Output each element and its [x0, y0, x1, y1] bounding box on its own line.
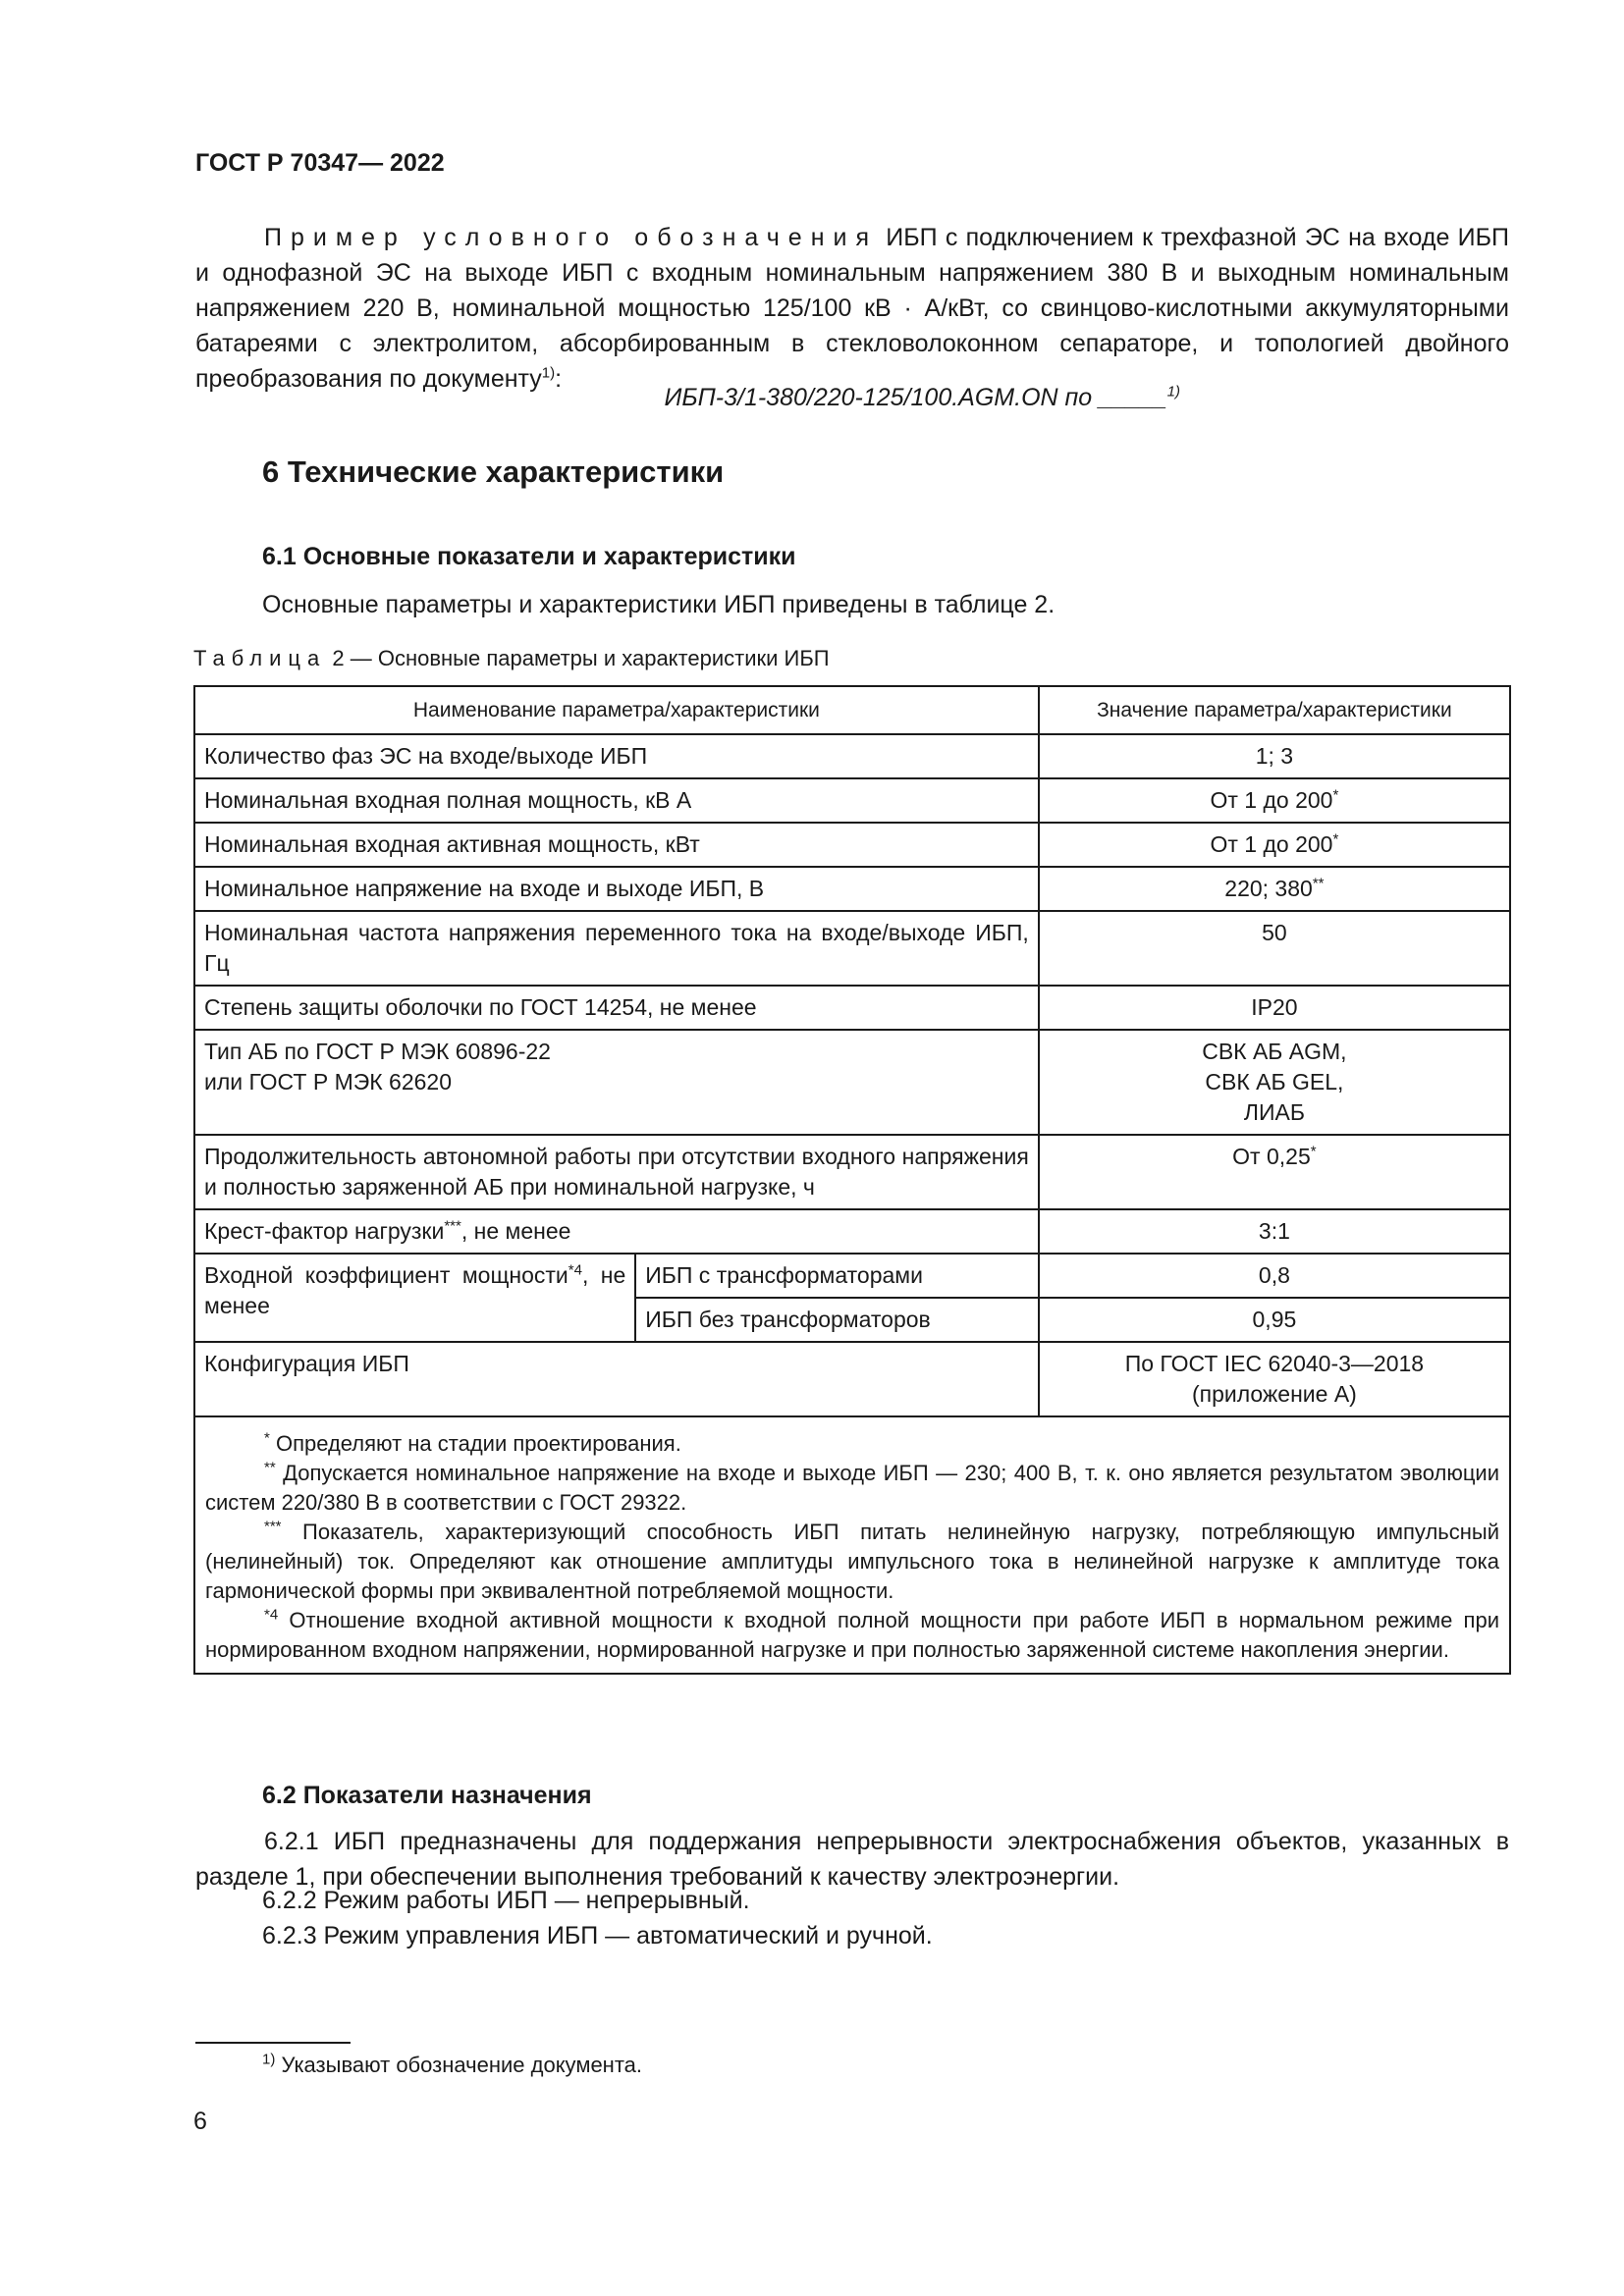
value-line: ЛИАБ — [1243, 1099, 1305, 1125]
footnote-separator — [195, 2042, 351, 2044]
table-caption-rest: 2 — Основные параметры и характеристики ИБП — [326, 646, 830, 670]
value-mark: * — [1332, 830, 1339, 848]
clause-6-2-2: 6.2.2 Режим работы ИБП — непрерывный. — [262, 1887, 750, 1914]
value-cell — [1039, 1030, 1510, 1135]
value-cell: IP20 — [1039, 986, 1510, 1030]
note-mark: *4 — [264, 1606, 279, 1624]
note — [205, 1429, 1499, 1459]
value-line: По ГОСТ IEC 62040-3—2018 — [1124, 1351, 1425, 1376]
value-cell: 0,95 — [1039, 1298, 1510, 1342]
value-cell — [1039, 867, 1510, 911]
table-caption — [193, 646, 830, 671]
table-notes — [194, 1416, 1510, 1674]
table-row — [194, 986, 1510, 1030]
param-cell: Продолжительность автономной работы при отсутствии входного напряжения и полностью заряженной АБ при номинальной нагрузке, ч — [194, 1135, 1039, 1209]
footnote — [262, 2053, 642, 2078]
param-cell: Конфигурация ИБП — [194, 1342, 1039, 1416]
value-cell: 0,8 — [1039, 1254, 1510, 1298]
note-mark: ** — [264, 1459, 276, 1476]
section-6-1-heading: 6.1 Основные показатели и характеристики — [262, 543, 796, 570]
section-6-heading: 6 Технические характеристики — [262, 454, 725, 489]
param-cell — [194, 1209, 1039, 1254]
parameters-table — [193, 685, 1511, 1675]
table-row — [194, 1254, 1510, 1298]
value-line: СВК АБ GEL, — [1205, 1069, 1344, 1095]
table-row — [194, 1209, 1510, 1254]
param-cell — [194, 1254, 635, 1342]
sub-param-cell: ИБП без трансформаторов — [635, 1298, 1039, 1342]
param-text: Входной коэффициент мощности — [204, 1262, 568, 1288]
value-text: От 1 до 200 — [1210, 787, 1333, 813]
param-tail: , не менее — [460, 1218, 571, 1244]
footnote-text: Указывают обозначение документа. — [275, 2053, 642, 2077]
value-text: 220; 380 — [1224, 876, 1313, 901]
formula-text: ИБП-3/1-380/220-125/100.AGM.ON по _____ — [664, 384, 1167, 411]
value-mark: * — [1310, 1143, 1317, 1160]
note-text: Допускается номинальное напряжение на входе и выходе ИБП — 230; 400 В, т. к. оно является результатом эволюции систем 220/380 В в соответствии с ГОСТ 29322. — [205, 1461, 1499, 1515]
footnote-mark: 1) — [262, 2051, 276, 2068]
example-text: ИБП с подключением к трехфазной ЭС на входе ИБП и однофазной ЭС на выходе ИБП с входным номинальным напряжением 380 В и выходным номинальным напряжением 220 В, номинальной мощностью 125/100 кВ · А/кВт, со свинцово-кислотными аккумуляторными батареями с электролитом, абсорбированным в стекловолоконном сепараторе, и топологией двойного преобразования по документу — [195, 224, 1509, 393]
value-text: От 1 до 200 — [1210, 831, 1333, 857]
param-cell: Номинальная частота напряжения переменного тока на входе/выходе ИБП, Гц — [194, 911, 1039, 986]
table-caption-lead: Таблица — [193, 646, 327, 670]
value-mark: ** — [1312, 875, 1325, 892]
value-line: (приложение А) — [1191, 1381, 1357, 1407]
param-tail: , не менее — [204, 1262, 626, 1318]
table-header-row — [194, 686, 1510, 734]
clause-6-2-1: 6.2.1 ИБП предназначены для поддержания непрерывности электроснабжения объектов, указанных в разделе 1, при обеспечении выполнения требований к качеству электроэнергии. — [195, 1828, 1509, 1891]
example-lead: Пример условного обозначения — [264, 224, 878, 251]
note — [205, 1606, 1499, 1665]
table-row — [194, 1030, 1510, 1135]
value-cell: 50 — [1039, 911, 1510, 986]
example-tail: : — [555, 365, 563, 393]
value-cell — [1039, 1135, 1510, 1209]
note-text: Отношение входной активной мощности к входной полной мощности при работе ИБП в нормальном режиме при нормированном входном напряжении, нормированной нагрузке и при полностью заряженной системе накопления энергии. — [205, 1608, 1499, 1662]
value-cell — [1039, 778, 1510, 823]
value-cell — [1039, 823, 1510, 867]
header-value: Значение параметра/характеристики — [1039, 686, 1510, 734]
designation-formula — [0, 384, 1180, 412]
param-mark: *** — [444, 1217, 461, 1235]
table-row — [194, 734, 1510, 778]
note — [205, 1459, 1499, 1518]
designation-example-paragraph — [195, 220, 1509, 397]
table-row — [194, 911, 1510, 986]
example-footnote-mark: 1) — [541, 364, 556, 382]
note-mark: *** — [264, 1518, 282, 1535]
param-cell: Количество фаз ЭС на входе/выходе ИБП — [194, 734, 1039, 778]
note-text: Показатель, характеризующий способность ИБП питать нелинейную нагрузку, потребляющую импульсный (нелинейный) ток. Определяют как отношение амплитуды импульсного тока в нелинейной нагрузке к амплитуде тока гармонической формы при эквивалентной потребляемой мощности. — [205, 1520, 1499, 1603]
value-cell: 3:1 — [1039, 1209, 1510, 1254]
section-6-2-heading: 6.2 Показатели назначения — [262, 1782, 592, 1809]
param-cell: Номинальная входная активная мощность, кВт — [194, 823, 1039, 867]
table-row — [194, 1135, 1510, 1209]
param-cell: Степень защиты оболочки по ГОСТ 14254, не менее — [194, 986, 1039, 1030]
value-cell — [1039, 1342, 1510, 1416]
formula-footnote-mark: 1) — [1166, 383, 1180, 400]
clause-6-2-3: 6.2.3 Режим управления ИБП — автоматический и ручной. — [262, 1922, 933, 1949]
table-row — [194, 1342, 1510, 1416]
header-param: Наименование параметра/характеристики — [194, 686, 1039, 734]
note — [205, 1518, 1499, 1606]
note-mark: * — [264, 1429, 270, 1447]
table-row — [194, 778, 1510, 823]
value-mark: * — [1332, 786, 1339, 804]
param-text: Крест-фактор нагрузки — [204, 1218, 445, 1244]
sub-param-cell: ИБП с трансформаторами — [635, 1254, 1039, 1298]
value-text: От 0,25 — [1232, 1144, 1311, 1169]
section-6-1-intro: Основные параметры и характеристики ИБП приведены в таблице 2. — [262, 591, 1056, 618]
page-number: 6 — [193, 2108, 207, 2135]
note-text: Определяют на стадии проектирования. — [269, 1431, 681, 1456]
param-cell: Номинальное напряжение на входе и выходе ИБП, В — [194, 867, 1039, 911]
table-notes-row — [194, 1416, 1510, 1674]
value-line: СВК АБ AGM, — [1202, 1039, 1347, 1064]
document-code: ГОСТ Р 70347— 2022 — [195, 149, 445, 177]
value-cell: 1; 3 — [1039, 734, 1510, 778]
table-row — [194, 823, 1510, 867]
param-cell: Номинальная входная полная мощность, кВ А — [194, 778, 1039, 823]
param-line: Тип АБ по ГОСТ Р МЭК 60896-22 — [204, 1039, 551, 1064]
table-row — [194, 867, 1510, 911]
param-line: или ГОСТ Р МЭК 62620 — [204, 1069, 453, 1095]
param-cell — [194, 1030, 1039, 1135]
param-mark: *4 — [568, 1261, 582, 1279]
